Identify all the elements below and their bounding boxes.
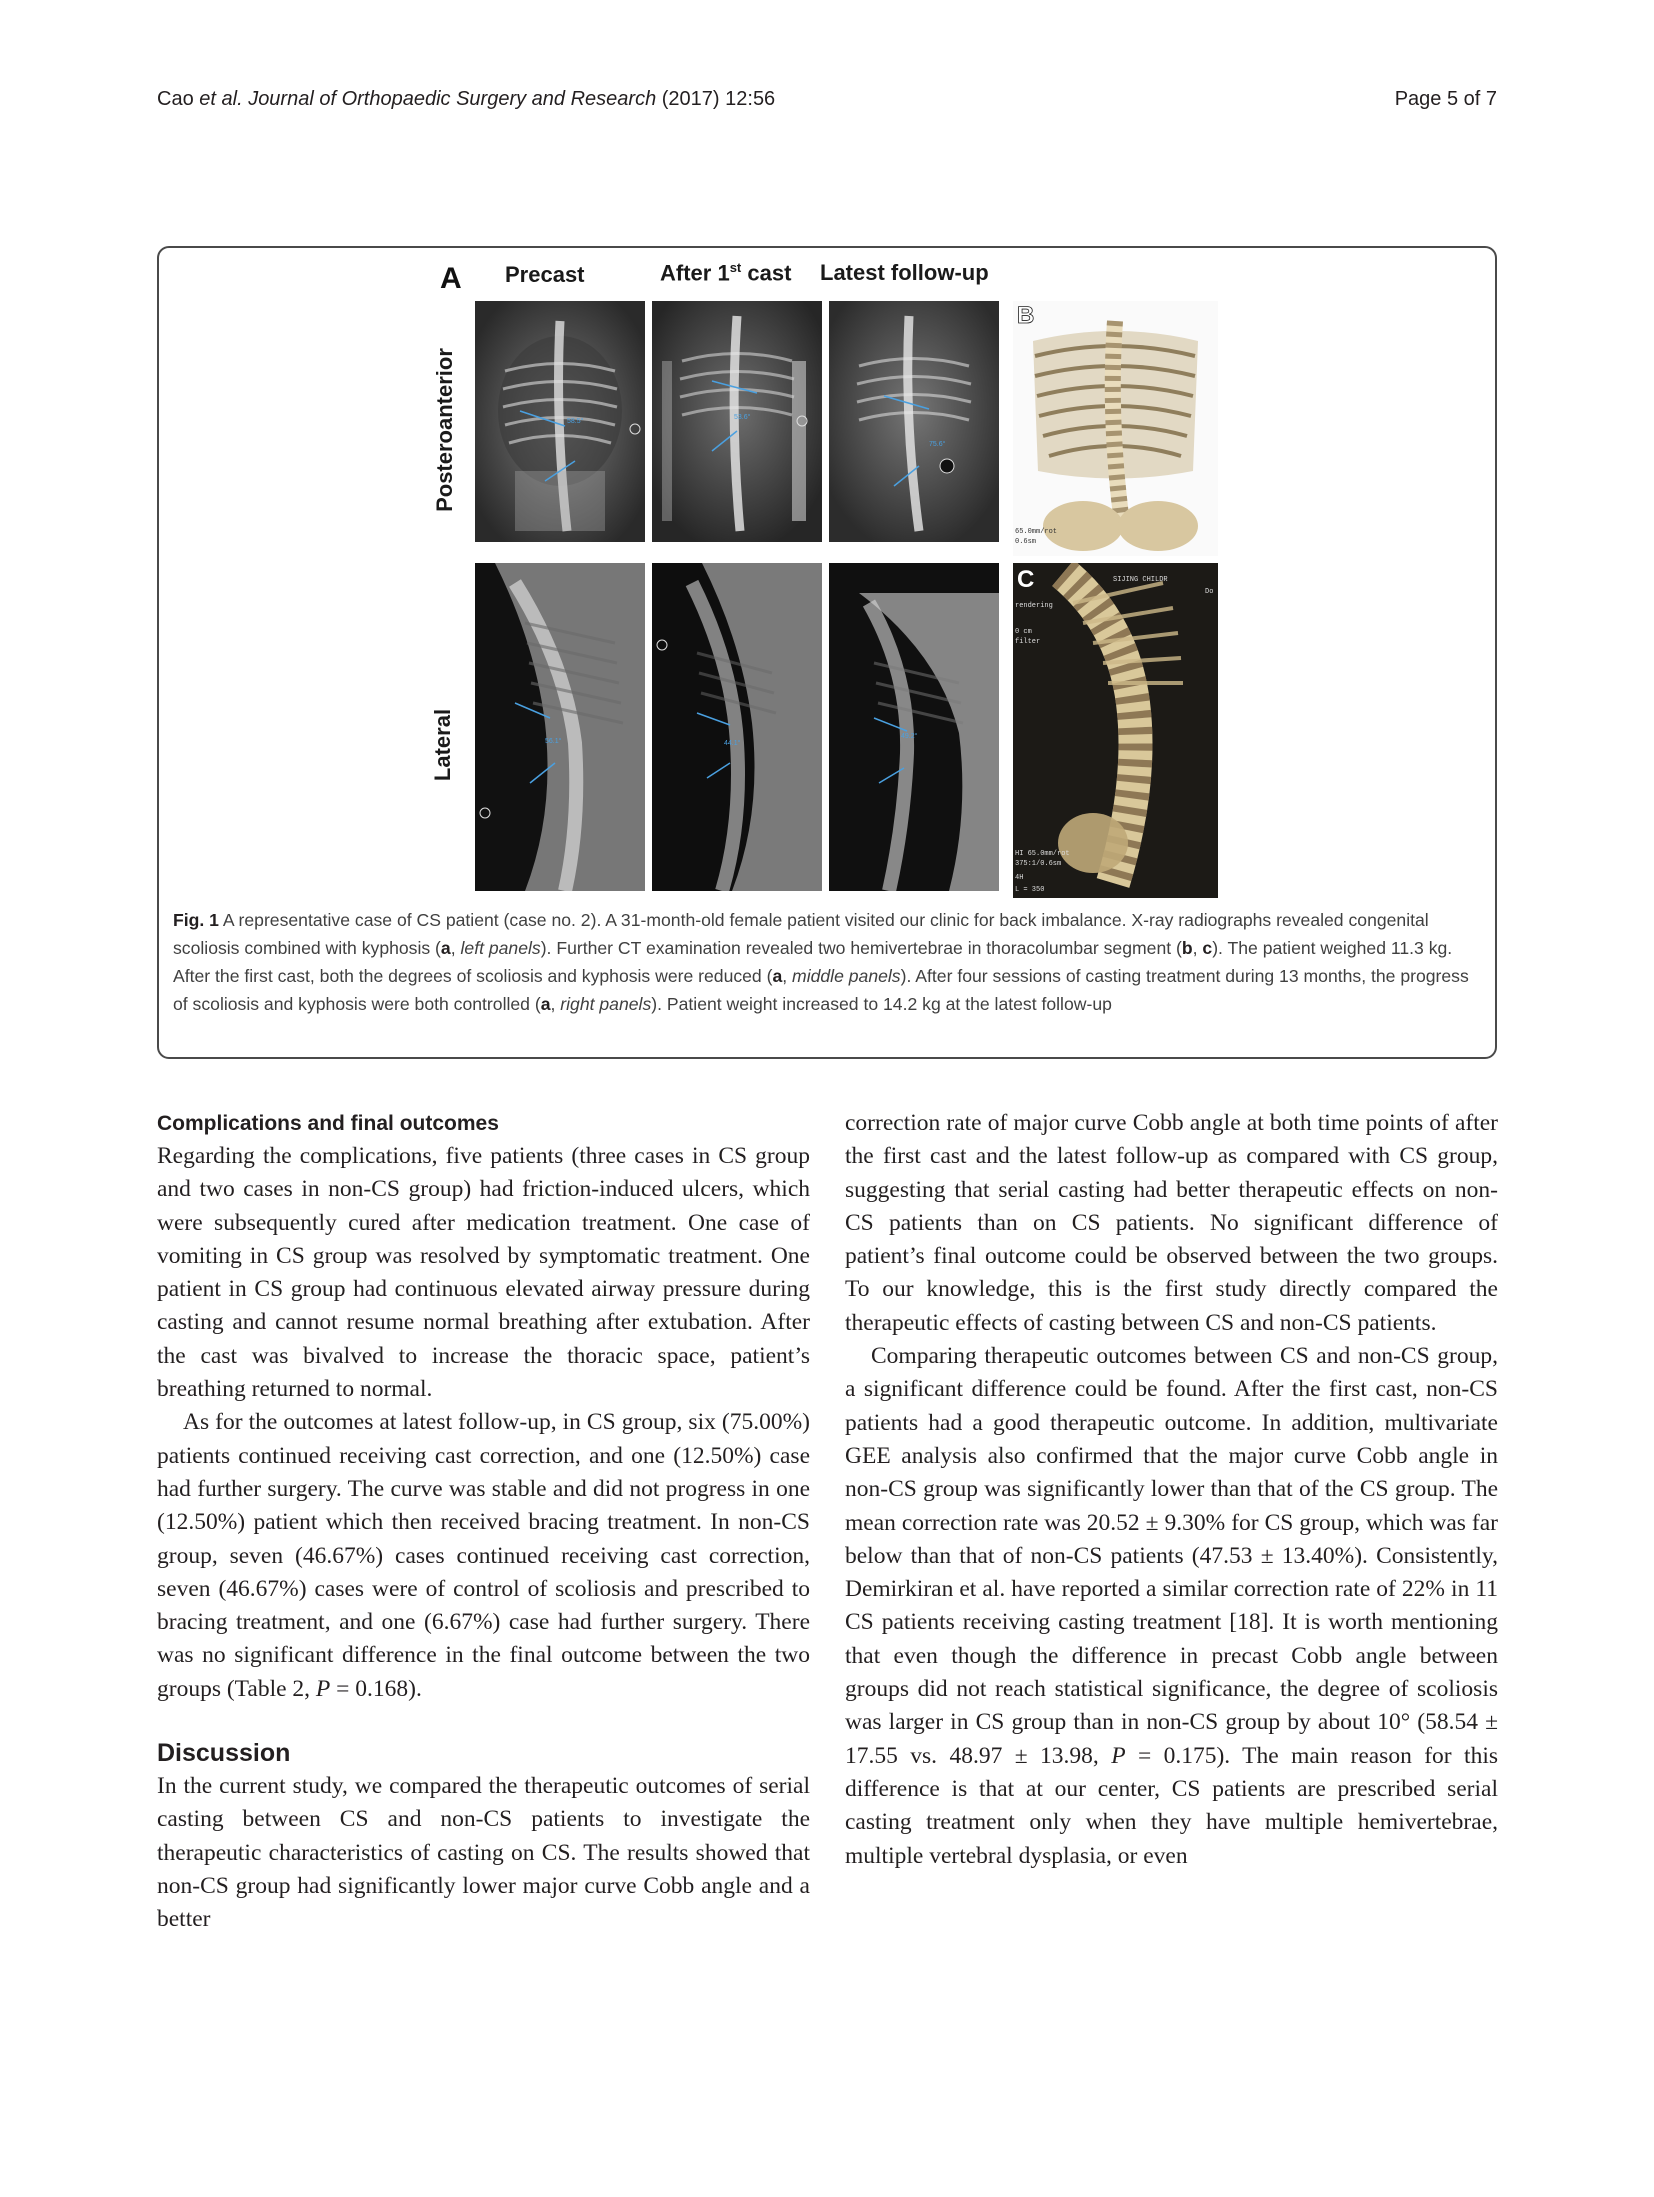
ct-c-line-7: 375:1/0.6sm (1015, 860, 1062, 868)
after-cast-sup: st (729, 260, 742, 275)
heading-discussion: Discussion (157, 1739, 291, 1768)
caption-text-3: ). The patient weighed 11.3 kg. After the first cast, both the degrees of scoliosis and kyphosis were reduced ( (173, 938, 1453, 986)
caption-right-panels: right panels (560, 994, 652, 1014)
caption-text-1: A representative case of CS patient (case no. 2). A 31-month-old female patient visited our clinic for back imbalance. X-ray radiographs revealed congenital scoliosis combined with kyphosis ( (173, 910, 1429, 958)
header-etal: et al. (199, 88, 243, 110)
caption-ref-a3: a (540, 994, 551, 1014)
ct-c-line-1: SIJING CHILDR (1113, 576, 1168, 584)
ct-c-line-5: filter (1015, 638, 1041, 646)
column-head-latest: Latest follow-up (820, 260, 989, 285)
angle-pa-after-cast: 53.6° (734, 414, 751, 421)
paragraph-discussion-2: correction rate of major curve Cobb angle at both time points of after the first cast and the latest follow-up as compared with CS group, suggesting that serial casting had better therapeutic effects on non-CS patients than on CS patients. No significant difference of patient’s final outcome could be observed between the two groups. To our knowledge, this is the first study directly compared the therapeutic effects of casting between CS and non-CS patients. (845, 1110, 1498, 1336)
caption-ref-b: b (1181, 938, 1193, 958)
citation (157, 88, 775, 111)
figure-caption (173, 906, 1483, 1018)
ct-c-line-9: L = 350 (1015, 886, 1045, 894)
ct-c-line-4: 0 cm (1015, 628, 1032, 636)
ct-c-line-2: Do (1205, 588, 1214, 596)
right-column (845, 1107, 1498, 1873)
caption-text-5: ). Patient weight increased to 14.2 kg at the latest follow-up (651, 994, 1112, 1014)
xray-pa-precast (475, 301, 645, 542)
ct-3d-posterior (1013, 301, 1218, 556)
after-cast-prefix: After 1 (660, 260, 730, 286)
caption-comma-2: , (1192, 938, 1203, 958)
left-column (157, 1107, 810, 1937)
angle-lat-latest: 49.2° (901, 733, 918, 740)
panel-label-c: C (1017, 566, 1035, 593)
header-year-volume: (2017) 12:56 (661, 88, 776, 110)
paragraph-discussion-1: In the current study, we compared the therapeutic outcomes of serial casting between CS and non-CS patients to investigate the therapeutic characteristics of casting on CS. The results showed that non-CS group had significantly lower major curve Cobb angle and a better (157, 1773, 810, 1933)
panel-label-b: B (1017, 302, 1035, 329)
paragraph-outcomes (157, 1406, 810, 1706)
header-authors: Cao (157, 88, 194, 110)
caption-ref-a2: a (772, 966, 783, 986)
xray-lat-latest (829, 563, 999, 891)
xray-pa-latest (829, 301, 999, 542)
ct-c-line-3: rendering (1015, 602, 1053, 610)
page-number: Page 5 of 7 (1394, 88, 1497, 110)
ct-c-line-6: HI 65.0mm/rot (1015, 850, 1070, 858)
caption-comma-1: , (450, 938, 461, 958)
paragraph-discussion-3 (845, 1340, 1498, 1873)
caption-text-2: ). Further CT examination revealed two hemivertebrae in thoracolumbar segment ( (540, 938, 1182, 958)
angle-pa-latest: 75.6° (929, 441, 946, 448)
caption-comma-3: , (782, 966, 793, 986)
running-header (157, 88, 1497, 118)
ct-3d-lateral (1013, 563, 1218, 898)
panel-label-a: A (440, 262, 462, 295)
caption-middle-panels: middle panels (792, 966, 901, 986)
row-label-lateral: Lateral (430, 708, 455, 782)
angle-lat-precast: 56.1° (545, 738, 562, 745)
outcomes-p-symbol: P (315, 1675, 331, 1702)
heading-complications: Complications and final outcomes (157, 1112, 499, 1135)
angle-pa-precast: 58.5° (567, 418, 584, 425)
paragraph-complications: Regarding the complications, five patients (three cases in CS group and two cases in non-CS group) had friction-induced ulcers, which were subsequently cured after medication treatment. One case of vomiting in CS group was resolved by symptomatic treatment. One patient in CS group had continuous elevated airway pressure during casting and cannot resume normal breathing after extubation. After the cast was bivalved to increase the thoracic space, patient’s breathing returned to normal. (157, 1143, 810, 1403)
outcomes-text: As for the outcomes at latest follow-up, in CS group, six (75.00%) patients continued receiving cast correction, and one (12.50%) case had further surgery. The curve was stable and did not progress in one (12.50%) patient which then received bracing treatment. In non-CS group, seven (46.67%) cases continued receiving cast correction, seven (46.67%) cases were of control of scoliosis and prescribed to bracing treatment, and one (6.67%) case had further surgery. There was no significant difference in the final outcome between the two groups (Table 2, (157, 1409, 810, 1702)
header-journal: Journal of Orthopaedic Surgery and Research (248, 88, 657, 110)
ct-c-line-8: 4H (1015, 874, 1024, 882)
caption-left-panels: left panels (460, 938, 541, 958)
xray-pa-after-cast (652, 301, 822, 542)
caption-text-4: ). After four sessions of casting treatment during 13 months, the progress of scoliosis and kyphosis were both controlled ( (173, 966, 1469, 1014)
caption-comma-4: , (550, 994, 561, 1014)
ct-b-line-2: 0.6sm (1015, 538, 1037, 546)
discussion-text: Comparing therapeutic outcomes between CS and non-CS group, a significant difference could be found. After the first cast, non-CS patients had a good therapeutic outcome. In addition, multivariate GEE analysis also confirmed that the major curve Cobb angle in non-CS group was significantly lower than that of the CS group. The mean correction rate was 20.52 ± 9.30% for CS group, which was far below than that of non-CS patients (47.53 ± 13.40%). Consistently, Demirkiran et al. have reported a similar correction rate of 22% in 11 CS patients receiving casting treatment [18]. It is worth mentioning that even though the difference in precast Cobb angle between groups did not reach statistical significance, the degree of scoliosis was larger in CS group than in non-CS group by about 10° (58.54 ± 17.55 vs. 48.97 ± 13.98, (845, 1343, 1498, 1769)
discussion-p-symbol: P (1111, 1742, 1126, 1769)
ct-b-line-1: 65.0mm/rot (1015, 528, 1058, 536)
caption-label: Fig. 1 (173, 910, 219, 930)
xray-lat-precast (475, 563, 645, 891)
xray-lat-after-cast (652, 563, 822, 891)
angle-lat-after-cast: 44.1° (724, 740, 741, 747)
column-head-after-cast (660, 260, 791, 286)
row-label-posteroanterior: Posteroanterior (432, 348, 457, 512)
caption-ref-c: c (1202, 938, 1213, 958)
discussion-p-value: = 0.175). The main reason for this difference is that at our center, CS patients are prescribed serial casting treatment only when they have multiple hemivertebrae, multiple vertebral dysplasia, or even (845, 1742, 1498, 1869)
after-cast-suffix: cast (741, 260, 792, 286)
caption-ref-a1: a (440, 938, 451, 958)
outcomes-p-value: = 0.168). (330, 1675, 422, 1702)
column-head-precast: Precast (505, 262, 585, 287)
